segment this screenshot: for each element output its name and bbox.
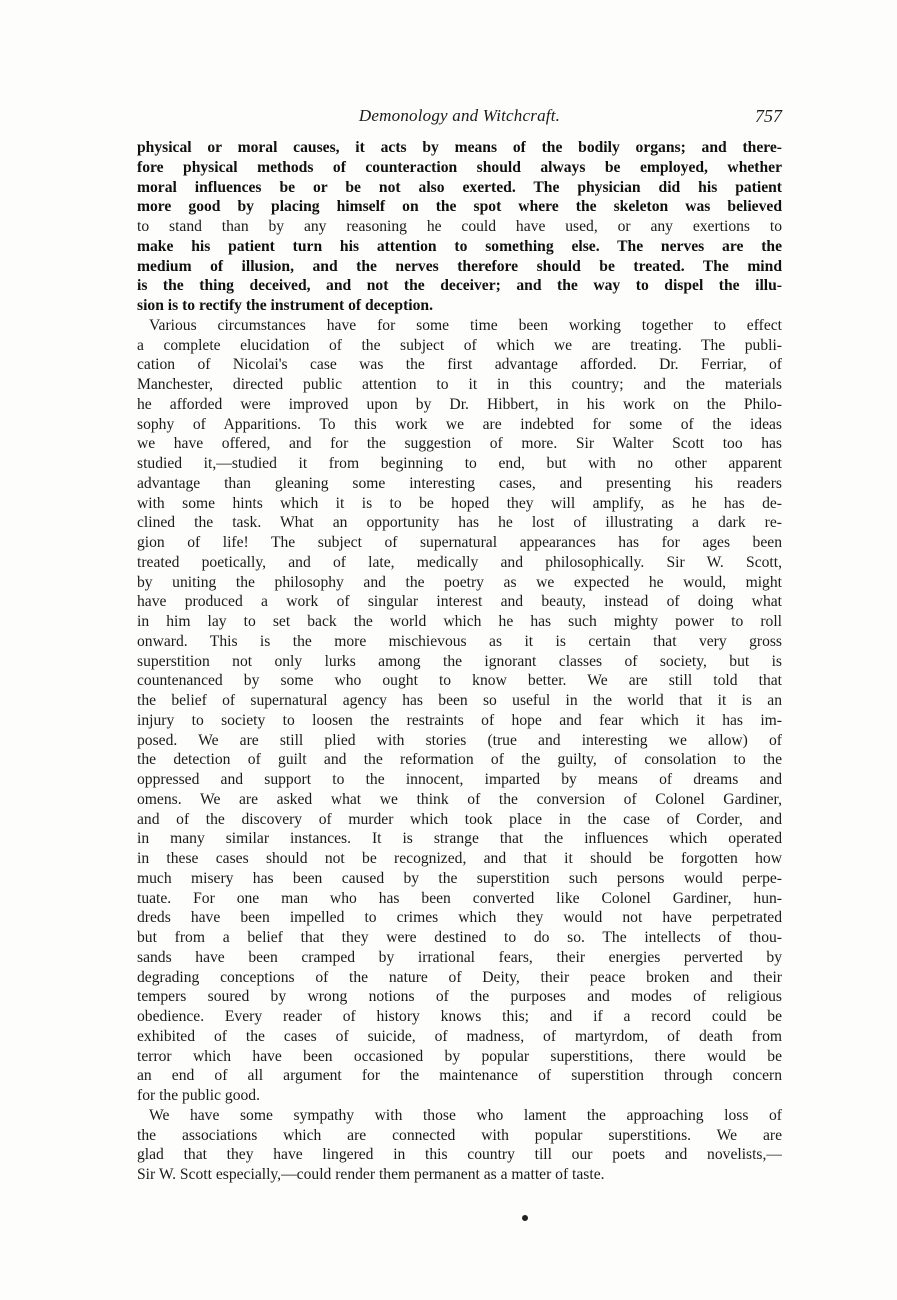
text-line: the detection of guilt and the reformation of the guilty, of consolation to the	[137, 751, 782, 769]
running-title: Demonology and Witchcraft.	[358, 106, 561, 125]
text-line: and of the discovery of murder which took place in the case of Corder, and	[137, 810, 782, 828]
text-line: treated poetically, and of late, medically and philosophically. Sir W. Scott,	[137, 553, 782, 571]
text-line: degrading conceptions of the nature of Deity, their peace broken and their	[137, 968, 782, 986]
text-line: in these cases should not be recognized, and that it should be forgotten how	[137, 850, 782, 867]
text-line: for the public good.	[137, 1087, 260, 1104]
text-line: by uniting the philosophy and the poetry as we expected he would, might	[137, 573, 782, 591]
text-line: the belief of supernatural agency has been so useful in the world that it is an	[137, 692, 782, 709]
text-line: with some hints which it is to be hoped they will amplify, as he has de-	[137, 494, 782, 512]
text-line: tuate. For one man who has been converted like Colonel Gardiner, hun-	[137, 889, 782, 907]
text-line: advantage than gleaning some interesting cases, and presenting his readers	[137, 474, 782, 492]
text-line: an end of all argument for the maintenance of superstition through concern	[137, 1067, 782, 1085]
text-line: we have offered, and for the suggestion of more. Sir Walter Scott too has	[137, 435, 782, 453]
text-line: cation of Nicolai's case was the first advantage afforded. Dr. Ferriar, of	[137, 356, 782, 374]
text-line: medium of illusion, and the nerves therefore should be treated. The mind	[137, 257, 782, 275]
text-line: more good by placing himself on the spot where the skeleton was believed	[137, 198, 782, 216]
text-line: terror which have been occasioned by popular superstitions, there would be	[137, 1047, 782, 1065]
text-line: sands have been cramped by irrational fears, their energies perverted by	[137, 948, 782, 966]
text-line: posed. We are still plied with stories (true and interesting we allow) of	[137, 731, 782, 749]
text-line: physical or moral causes, it acts by means of the bodily organs; and there-	[137, 139, 782, 156]
text-line: have produced a work of singular interest and beauty, instead of doing what	[137, 593, 782, 611]
text-line: in many similar instances. It is strange that the influences which operated	[137, 830, 782, 848]
page-number: 757	[755, 106, 782, 126]
running-head	[137, 104, 782, 128]
text-line: moral influences be or be not also exerted. The physician did his patient	[137, 178, 782, 196]
text-line: sion is to rectify the instrument of deception.	[137, 297, 433, 314]
text-line: he afforded were improved upon by Dr. Hibbert, in his work on the Philo-	[137, 395, 782, 413]
text-line: a complete elucidation of the subject of which we are treating. The publi-	[137, 336, 782, 354]
text-line: tempers soured by wrong notions of the purposes and modes of religious	[137, 988, 782, 1006]
text-line: glad that they have lingered in this country till our poets and novelists,—	[137, 1146, 782, 1164]
text-line: omens. We are asked what we think of the conversion of Colonel Gardiner,	[137, 790, 782, 808]
text-line: We have some sympathy with those who lament the approaching loss of	[149, 1106, 782, 1124]
text-line: Manchester, directed public attention to it in this country; and the materials	[137, 376, 782, 393]
text-line: Various circumstances have for some time been working together to effect	[149, 316, 782, 334]
text-line: is the thing deceived, and not the deceiver; and the way to dispel the illu-	[137, 277, 782, 295]
paragraph	[137, 1106, 782, 1185]
text-line: but from a belief that they were destined to do so. The intellects of thou-	[137, 929, 782, 946]
text-line: fore physical methods of counteraction should always be employed, whether	[137, 158, 782, 176]
text-line: oppressed and support to the innocent, imparted by means of dreams and	[137, 771, 782, 788]
text-line: to stand than by any reasoning he could have used, or any exertions to	[137, 218, 782, 235]
text-line: clined the task. What an opportunity has he lost of illustrating a dark re-	[137, 514, 782, 532]
end-mark	[522, 1215, 528, 1221]
paragraph	[137, 138, 782, 316]
text-line: much misery has been caused by the superstition such persons would perpe-	[137, 869, 782, 887]
paragraph	[137, 316, 782, 1106]
text-line: Sir W. Scott especially,—could render them permanent as a matter of taste.	[137, 1166, 605, 1183]
text-line: dreds have been impelled to crimes which they would not have perpetrated	[137, 909, 782, 927]
text-line: countenanced by some who ought to know better. We are still told that	[137, 672, 782, 690]
text-line: the associations which are connected with popular superstitions. We are	[137, 1126, 782, 1144]
body-text	[137, 138, 782, 1185]
text-line: obedience. Every reader of history knows this; and if a record could be	[137, 1008, 782, 1025]
text-line: in him lay to set back the world which he has such mighty power to roll	[137, 613, 782, 630]
text-line: exhibited of the cases of suicide, of madness, of martyrdom, of death from	[137, 1027, 782, 1045]
text-line: gion of life! The subject of supernatural appearances has for ages been	[137, 534, 782, 551]
text-line: studied it,—studied it from beginning to end, but with no other apparent	[137, 455, 782, 472]
text-line: injury to society to loosen the restraints of hope and fear which it has im-	[137, 711, 782, 729]
text-line: sophy of Apparitions. To this work we are indebted for some of the ideas	[137, 415, 782, 433]
text-line: superstition not only lurks among the ignorant classes of society, but is	[137, 652, 782, 670]
text-line: make his patient turn his attention to something else. The nerves are the	[137, 237, 782, 255]
text-line: onward. This is the more mischievous as it is certain that very gross	[137, 632, 782, 650]
